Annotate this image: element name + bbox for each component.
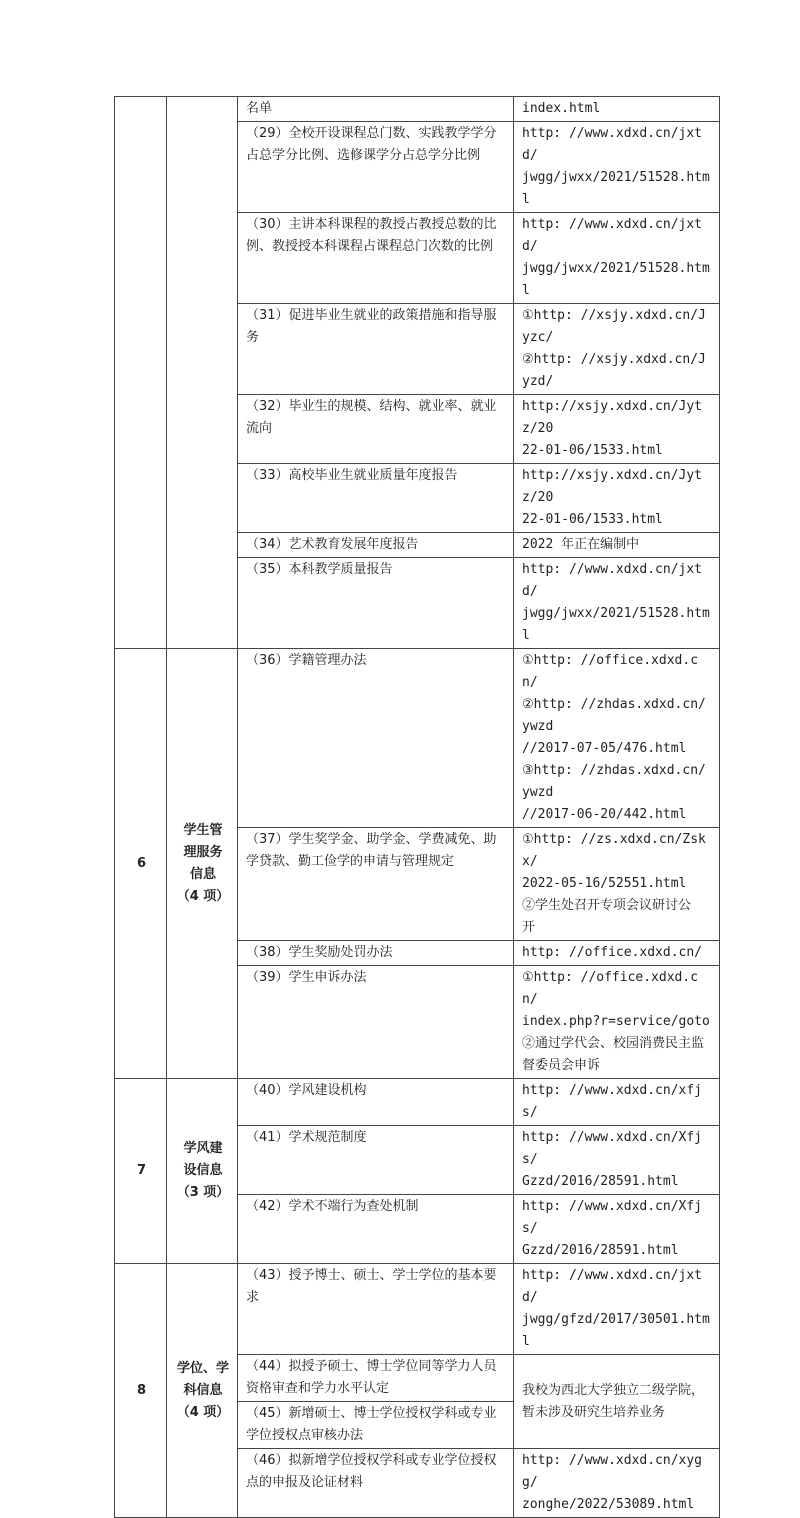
link-cell[interactable]: http: //www.xdxd.cn/jxtd/ jwgg/jwxx/2021/51528.html xyxy=(514,558,720,649)
link-cell[interactable]: ①http: //office.xdxd.cn/ ②http: //zhdas.xdxd.cn/ywzd //2017-07-05/476.html ③http: //zhdas.xdxd.cn/ywzd //2017-06-20/442.html xyxy=(514,649,720,828)
link-cell[interactable]: http://xsjy.xdxd.cn/Jytz/20 22-01-06/1533.html xyxy=(514,395,720,464)
item-text: （34）艺术教育发展年度报告 xyxy=(238,533,514,558)
item-text: （38）学生奖励处罚办法 xyxy=(238,941,514,966)
category-line: （3 项） xyxy=(176,1185,230,1200)
item-text: （37）学生奖学金、助学金、学费减免、助学贷款、勤工俭学的申请与管理规定 xyxy=(238,828,514,941)
item-text: （30）主讲本科课程的教授占教授总数的比例、教授授本科课程占课程总门次数的比例 xyxy=(238,213,514,304)
item-text: （36）学籍管理办法 xyxy=(238,649,514,828)
link-cell[interactable]: http: //www.xdxd.cn/Xfjs/ Gzzd/2016/28591.html xyxy=(514,1126,720,1195)
disclosure-table xyxy=(114,96,720,1518)
group-number: 8 xyxy=(115,1264,167,1518)
item-text: （42）学术不端行为查处机制 xyxy=(238,1195,514,1264)
category-line: 信息 xyxy=(189,866,216,882)
link-cell[interactable]: http: //www.xdxd.cn/jxtd/ jwgg/jwxx/2021/51528.html xyxy=(514,213,720,304)
group-number-cell xyxy=(115,97,167,649)
group-category-cell xyxy=(167,97,238,649)
item-text: （33）高校毕业生就业质量年度报告 xyxy=(238,464,514,533)
link-cell[interactable]: http: //www.xdxd.cn/xygg/ zonghe/2022/53089.html xyxy=(514,1449,720,1518)
table-row xyxy=(115,1079,720,1126)
link-cell[interactable]: index.html xyxy=(514,97,720,122)
item-text: （35）本科教学质量报告 xyxy=(238,558,514,649)
item-text: （31）促进毕业生就业的政策措施和指导服务 xyxy=(238,304,514,395)
item-text: （29）全校开设课程总门数、实践教学学分占总学分比例、选修课学分占总学分比例 xyxy=(238,122,514,213)
status-cell: 2022 年正在编制中 xyxy=(514,533,720,558)
group-category xyxy=(167,649,238,1079)
item-text: （46）拟新增学位授权学科或专业学位授权点的申报及论证材料 xyxy=(238,1449,514,1518)
link-cell[interactable]: http: //www.xdxd.cn/jxtd/ jwgg/jwxx/2021/51528.html xyxy=(514,122,720,213)
item-text: （40）学风建设机构 xyxy=(238,1079,514,1126)
item-text: （39）学生申诉办法 xyxy=(238,966,514,1079)
category-line: （4 项） xyxy=(176,888,230,904)
table-row xyxy=(115,1264,720,1355)
item-text: （43）授予博士、硕士、学士学位的基本要求 xyxy=(238,1264,514,1355)
merged-note-cell xyxy=(514,1355,720,1449)
group-number: 7 xyxy=(115,1079,167,1264)
group-number: 6 xyxy=(115,649,167,1079)
table-row xyxy=(115,97,720,122)
item-text: 名单 xyxy=(238,97,514,122)
item-text: （41）学术规范制度 xyxy=(238,1126,514,1195)
item-text: （44）拟授予硕士、博士学位同等学力人员资格审查和学力水平认定 xyxy=(238,1355,514,1402)
link-cell[interactable]: http://xsjy.xdxd.cn/Jytz/20 22-01-06/1533.html xyxy=(514,464,720,533)
link-cell[interactable]: ①http: //xsjy.xdxd.cn/Jyzc/ ②http: //xsjy.xdxd.cn/Jyzd/ xyxy=(514,304,720,395)
table-row xyxy=(115,649,720,828)
category-line: 设信息 xyxy=(183,1163,223,1178)
category-line: 学生管 xyxy=(183,822,223,838)
category-line: （4 项） xyxy=(176,1404,230,1420)
group-category xyxy=(167,1079,238,1264)
link-cell[interactable]: ①http: //office.xdxd.cn/ index.php?r=service/goto ②通过学代会、校园消费民主监 督委员会申诉 xyxy=(514,966,720,1079)
link-cell[interactable]: ①http: //zs.xdxd.cn/Zskx/ 2022-05-16/52551.html ②学生处召开专项会议研讨公 开 xyxy=(514,828,720,941)
link-cell[interactable]: http: //office.xdxd.cn/ xyxy=(514,941,720,966)
group-category xyxy=(167,1264,238,1518)
link-cell[interactable]: http: //www.xdxd.cn/Xfjs/ Gzzd/2016/28591.html xyxy=(514,1195,720,1264)
item-text: （32）毕业生的规模、结构、就业率、就业流向 xyxy=(238,395,514,464)
note-line: 我校为西北大学独立二级学院， xyxy=(522,1382,705,1398)
item-text: （45）新增硕士、博士学位授权学科或专业学位授权点审核办法 xyxy=(238,1402,514,1449)
link-cell[interactable]: http: //www.xdxd.cn/xfjs/ xyxy=(514,1079,720,1126)
category-line: 理服务 xyxy=(183,844,223,860)
link-cell[interactable]: http: //www.xdxd.cn/jxtd/ jwgg/gfzd/2017/30501.html xyxy=(514,1264,720,1355)
category-line: 科信息 xyxy=(183,1382,223,1398)
category-line: 学风建 xyxy=(183,1141,223,1156)
category-line: 学位、学 xyxy=(176,1360,229,1376)
note-line: 暂未涉及研究生培养业务 xyxy=(522,1404,666,1420)
